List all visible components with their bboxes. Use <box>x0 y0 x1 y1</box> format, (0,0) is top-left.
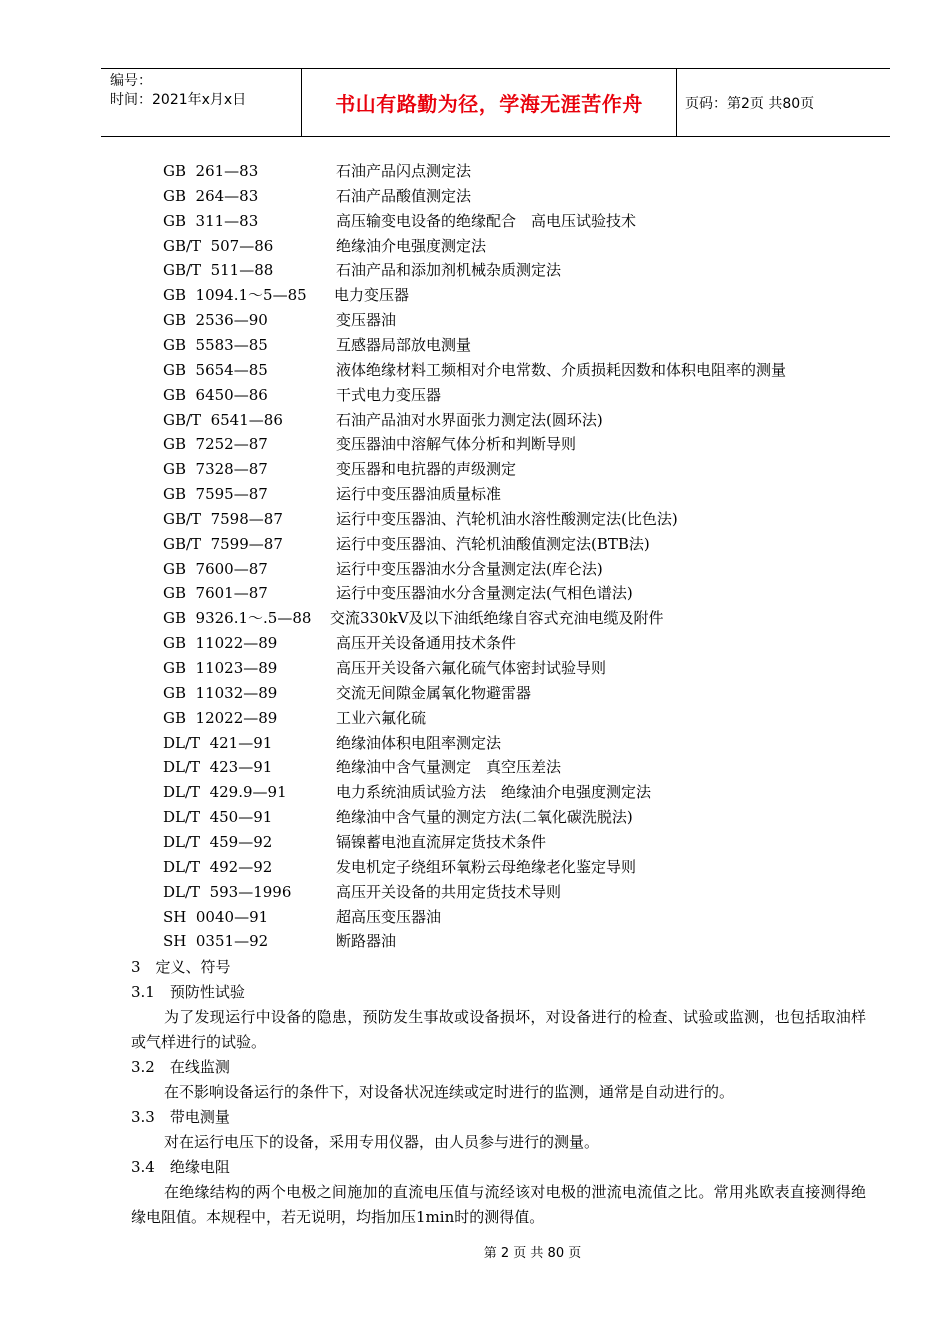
standard-row <box>0 929 950 954</box>
standard-name: 干式电力变压器 <box>336 385 442 404</box>
standard-code: GB 11032—89 <box>163 683 278 702</box>
standard-name: 绝缘油体积电阻率测定法 <box>336 733 502 752</box>
standard-row <box>0 258 950 283</box>
standard-name: 互感器局部放电测量 <box>336 335 472 354</box>
standard-row <box>0 457 950 482</box>
standard-row <box>0 855 950 880</box>
footer-page-number: 第 2 页 共 80 页 <box>483 1246 582 1261</box>
standard-name: 运行中变压器油、汽轮机油酸值测定法(BTB法) <box>336 534 650 553</box>
standard-name: 液体绝缘材料工频相对介电常数、介质损耗因数和体积电阻率的测量 <box>336 360 787 379</box>
standard-code: GB/T 7598—87 <box>163 509 283 528</box>
standard-row <box>0 805 950 830</box>
paragraph: 对在运行电压下的设备，采用专用仪器，由人员参与进行的测量。 <box>164 1133 600 1151</box>
standard-code: GB 5654—85 <box>163 360 268 379</box>
standard-row <box>0 482 950 507</box>
standard-code: GB 5583—85 <box>163 335 268 354</box>
page-header <box>101 68 890 137</box>
document-number-label: 编号： <box>110 73 152 89</box>
standard-code: GB 12022—89 <box>163 708 278 727</box>
standard-row <box>0 581 950 606</box>
standard-name: 石油产品油对水界面张力测定法(圆环法) <box>336 410 603 429</box>
standard-code: GB/T 507—86 <box>163 236 274 255</box>
standard-code: GB/T 7599—87 <box>163 534 283 553</box>
standard-name: 绝缘油中含气量测定 真空压差法 <box>336 758 562 777</box>
standard-name: 高压开关设备通用技术条件 <box>336 634 517 653</box>
standard-row <box>0 283 950 308</box>
standard-row <box>0 532 950 557</box>
standard-row <box>0 706 950 731</box>
standard-row <box>0 656 950 681</box>
standard-row <box>0 308 950 333</box>
standard-row <box>0 606 950 631</box>
standard-name: 镉镍蓄电池直流屏定货技术条件 <box>336 832 547 851</box>
standard-name: 高压输变电设备的绝缘配合 高电压试验技术 <box>336 211 637 230</box>
standard-name: 变压器和电抗器的声级测定 <box>336 460 517 479</box>
standard-row <box>0 557 950 582</box>
standard-name: 电力变压器 <box>334 286 410 305</box>
standard-name: 绝缘油中含气量的测定方法(二氧化碳洗脱法) <box>336 808 633 827</box>
standard-code: GB 7601—87 <box>163 584 268 603</box>
standard-code: DL/T 421—91 <box>163 733 273 752</box>
standard-row <box>0 631 950 656</box>
standard-code: GB 311—83 <box>163 211 259 230</box>
standard-name: 运行中变压器油质量标准 <box>336 485 502 504</box>
standard-row <box>0 333 950 358</box>
standard-row <box>0 905 950 930</box>
standard-row <box>0 234 950 259</box>
paragraph: 在绝缘结构的两个电极之间施加的直流电压值与流经该对电极的泄流电流值之比。常用兆欧表直接测得绝缘电阻值。本规程中，若无说明，均指加压1min时的测得值。 <box>131 1183 866 1226</box>
standard-row <box>0 830 950 855</box>
standard-code: GB 7595—87 <box>163 485 268 504</box>
standard-code: GB/T 511—88 <box>163 261 274 280</box>
standard-code: GB 11023—89 <box>163 659 278 677</box>
standard-row <box>0 681 950 706</box>
standard-row <box>0 358 950 383</box>
standard-name: 工业六氟化硫 <box>336 708 427 727</box>
standard-name: 高压开关设备的共用定货技术导则 <box>336 882 562 901</box>
standard-row <box>0 731 950 756</box>
standard-row <box>0 184 950 209</box>
standard-code: GB 264—83 <box>163 186 259 205</box>
standard-name: 断路器油 <box>336 932 397 951</box>
standard-code: GB 7328—87 <box>163 460 268 479</box>
standard-code: GB 1094.1～5—85 <box>163 286 307 305</box>
standard-name: 电力系统油质试验方法 绝缘油介电强度测定法 <box>336 783 652 802</box>
subsection-heading: 3.3 带电测量 <box>131 1108 230 1126</box>
standard-code: GB 2536—90 <box>163 311 268 330</box>
standard-code: GB 7600—87 <box>163 559 268 578</box>
standard-code: GB 261—83 <box>163 162 259 180</box>
standard-code: DL/T 492—92 <box>163 857 273 876</box>
standard-name: 运行中变压器油、汽轮机油水溶性酸测定法(比色法) <box>336 509 678 528</box>
header-meta <box>101 69 302 136</box>
standard-name: 运行中变压器油水分含量测定法(气相色谱法) <box>336 584 633 603</box>
standard-row <box>0 432 950 457</box>
standard-row <box>0 209 950 234</box>
standard-code: DL/T 423—91 <box>163 758 273 777</box>
standard-row <box>0 408 950 433</box>
document-date: 时间：2021年x月x日 <box>110 92 247 108</box>
section-heading: 3 定义、符号 <box>131 958 231 976</box>
standard-row <box>0 880 950 905</box>
standard-code: GB 7252—87 <box>163 435 268 454</box>
standard-code: GB 11022—89 <box>163 634 278 653</box>
standard-row <box>0 780 950 805</box>
page-footer <box>0 1242 950 1261</box>
standard-row <box>0 159 950 184</box>
page-info-text: 页码：第2页 共80页 <box>685 95 815 112</box>
subsection-heading: 3.4 绝缘电阻 <box>131 1158 230 1176</box>
standard-name: 变压器油中溶解气体分析和判断导则 <box>336 435 577 454</box>
standard-row <box>0 755 950 780</box>
standard-name: 绝缘油介电强度测定法 <box>336 236 487 255</box>
standard-code: DL/T 429.9—91 <box>163 783 287 802</box>
standard-row <box>0 507 950 532</box>
standard-name: 高压开关设备六氟化硫气体密封试验导则 <box>336 659 607 677</box>
standard-name: 发电机定子绕组环氧粉云母绝缘老化鉴定导则 <box>336 857 637 876</box>
header-motto: 书山有路勤为径，学海无涯苦作舟 <box>302 69 677 136</box>
standard-name: 交流无间隙金属氧化物避雷器 <box>336 683 532 702</box>
subsection-heading: 3.2 在线监测 <box>131 1058 230 1076</box>
standard-code: GB 9326.1～.5—88 <box>163 609 312 628</box>
standard-name: 交流330kV及以下油纸绝缘自容式充油电缆及附件 <box>330 609 664 628</box>
standard-name: 运行中变压器油水分含量测定法(库仑法) <box>336 559 603 578</box>
standard-code: DL/T 593—1996 <box>163 882 292 901</box>
standard-code: SH 0040—91 <box>163 907 269 926</box>
paragraph: 为了发现运行中设备的隐患，预防发生事故或设备损坏，对设备进行的检查、试验或监测，也包括取油样或气样进行的试验。 <box>131 1008 866 1051</box>
standard-row <box>0 383 950 408</box>
standard-name: 石油产品和添加剂机械杂质测定法 <box>336 261 562 280</box>
standard-code: GB/T 6541—86 <box>163 410 283 429</box>
paragraph: 在不影响设备运行的条件下，对设备状况连续或定时进行的监测，通常是自动进行的。 <box>164 1083 735 1101</box>
subsection-heading: 3.1 预防性试验 <box>131 983 245 1001</box>
standard-name: 超高压变压器油 <box>336 907 442 926</box>
header-page-info <box>677 69 890 136</box>
standard-code: DL/T 459—92 <box>163 832 273 851</box>
standard-code: GB 6450—86 <box>163 385 268 404</box>
standard-code: DL/T 450—91 <box>163 808 273 827</box>
standard-name: 石油产品酸值测定法 <box>336 186 472 205</box>
standard-name: 石油产品闪点测定法 <box>336 162 472 180</box>
standard-name: 变压器油 <box>336 311 397 330</box>
standard-code: SH 0351—92 <box>163 932 269 951</box>
